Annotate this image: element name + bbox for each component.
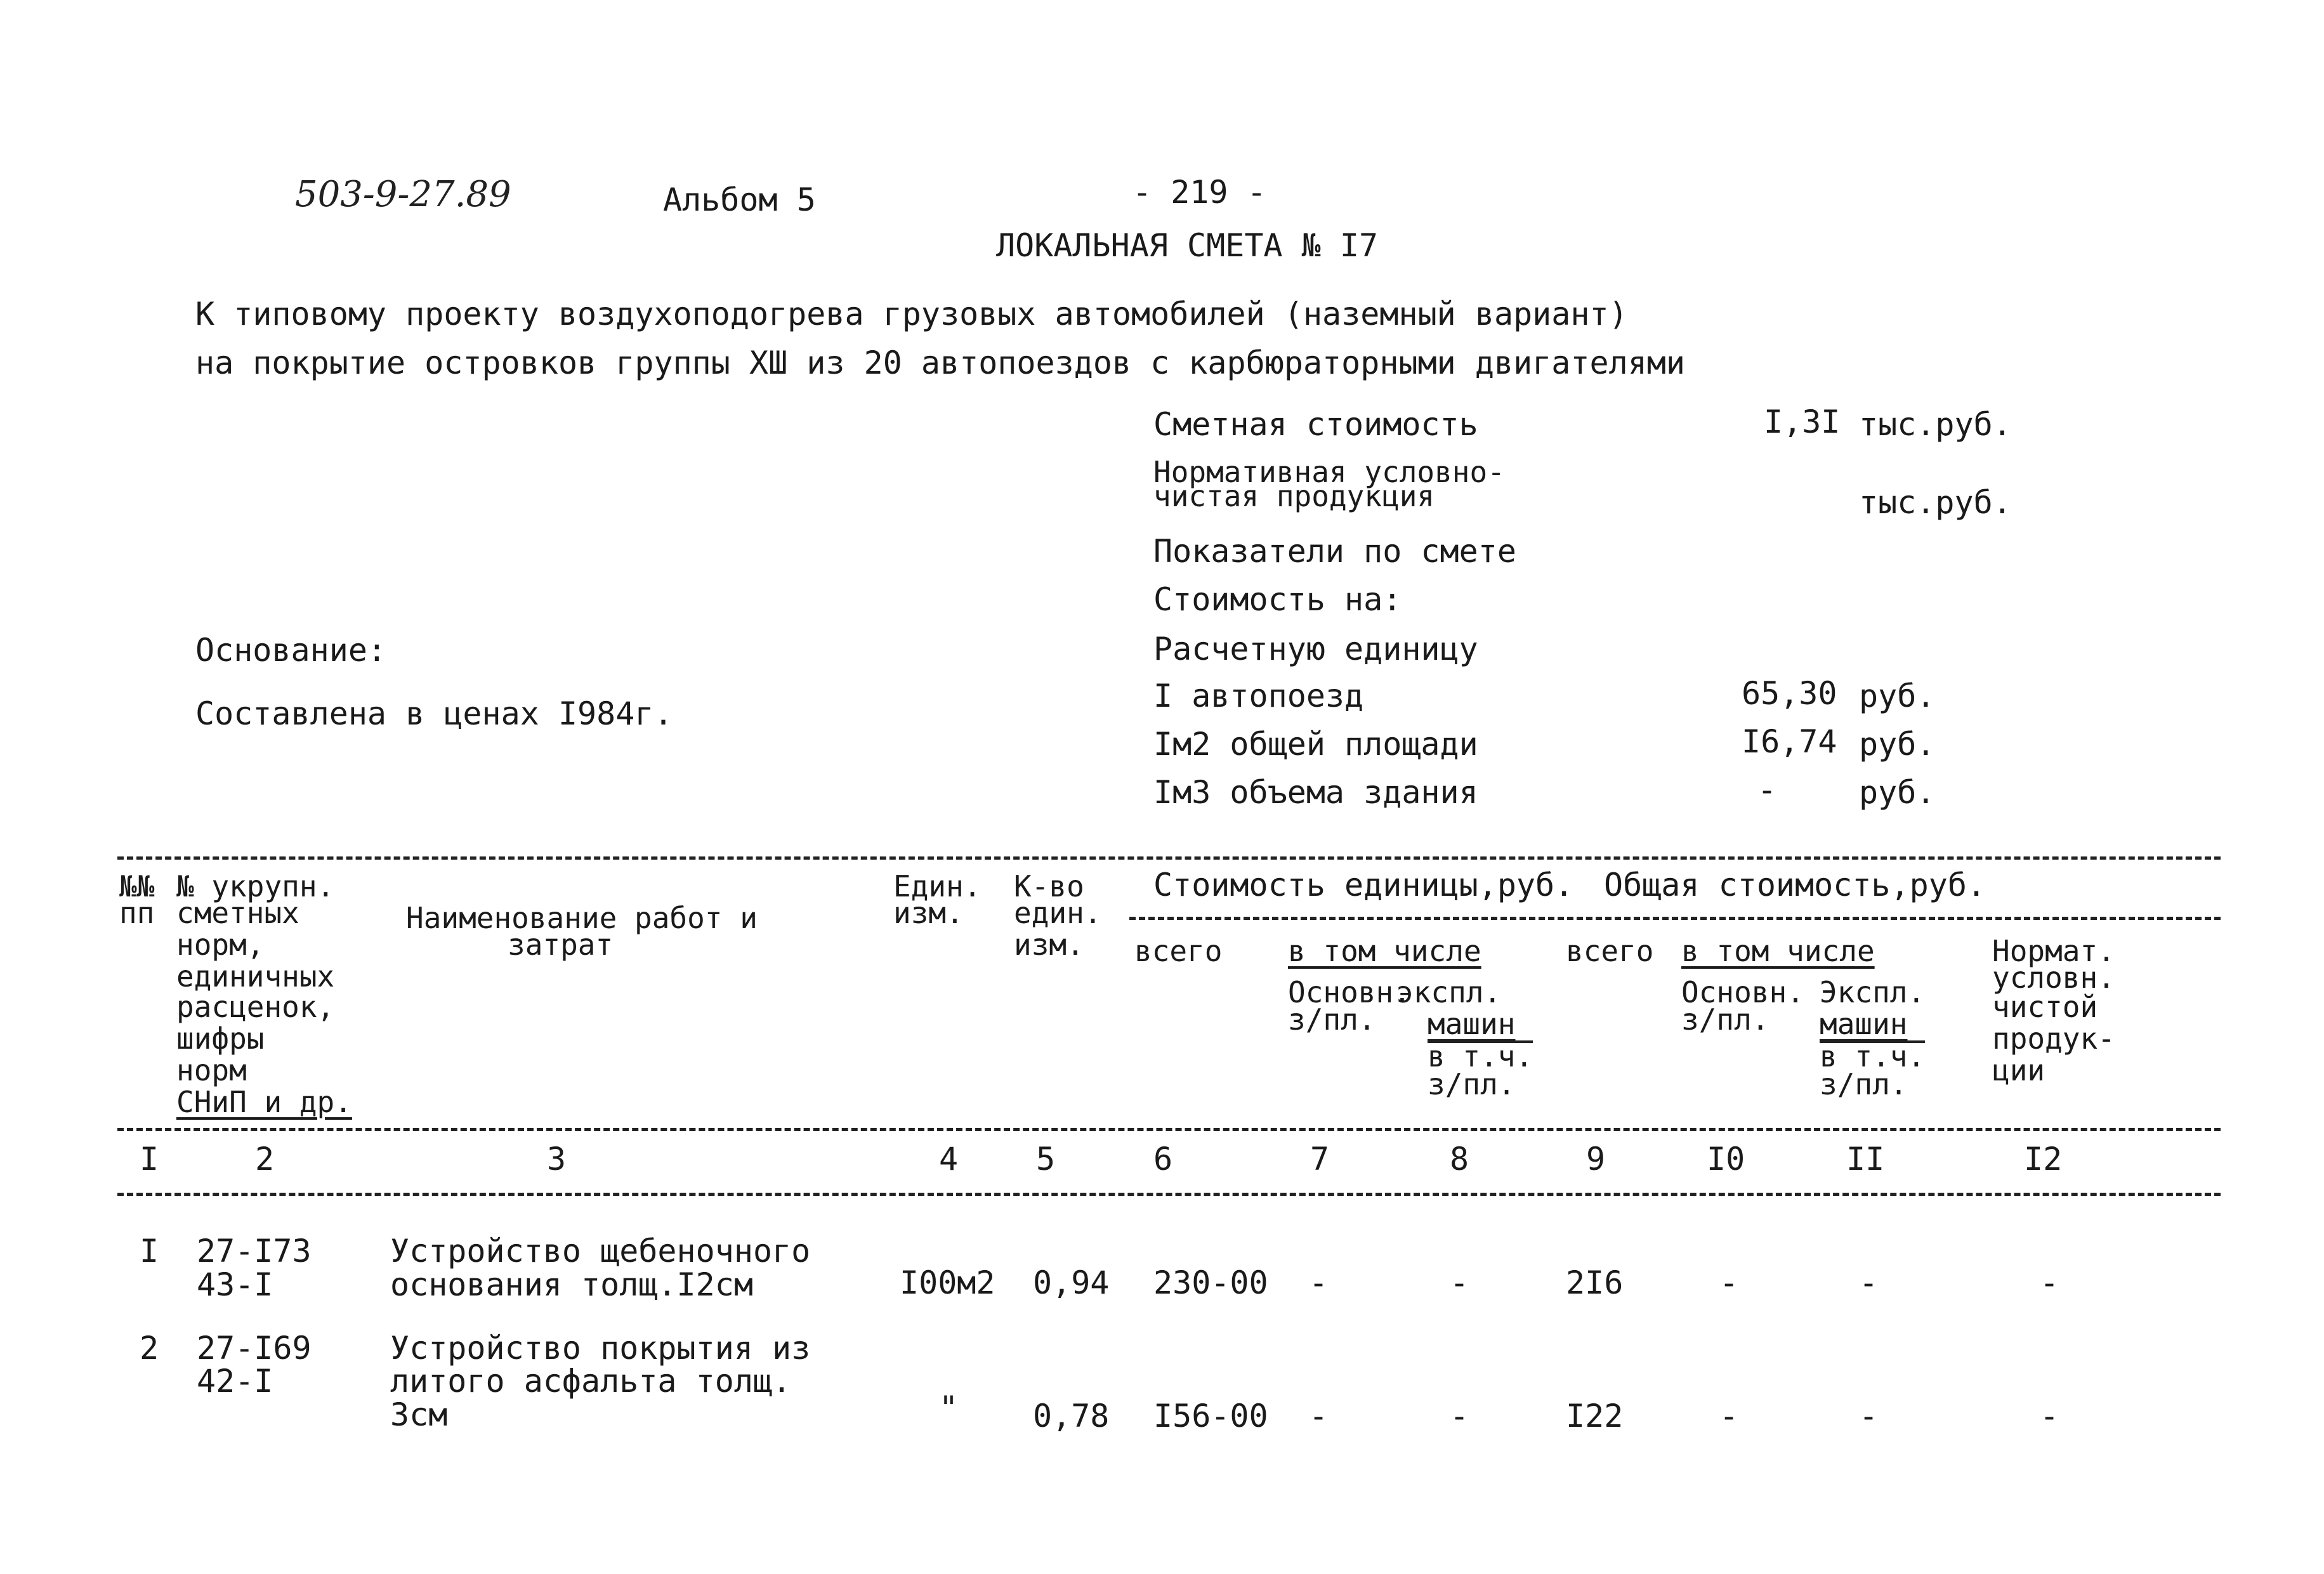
indicator-row-unit: руб. <box>1859 726 1936 763</box>
unit-incl-header: в том числе <box>1288 934 1481 968</box>
column-number: 2 <box>255 1141 275 1177</box>
col4-header-a: Един. <box>893 869 981 903</box>
total-machines-header: машин <box>1820 1007 1908 1041</box>
indicator-row-value: - <box>1757 771 1777 808</box>
row-unit-machines: - <box>1450 1264 1469 1301</box>
row-total-basic: - <box>1719 1398 1739 1434</box>
normative-label-1: Нормативная условно- <box>1153 455 1505 489</box>
total-incl-header: в том числе <box>1681 934 1875 968</box>
col1-header-b: пп <box>119 896 155 930</box>
row-total-basic: - <box>1719 1264 1739 1301</box>
subtitle-line-1: К типовому проекту воздухоподогрева грузовых автомобилей (наземный вариант) <box>195 296 1628 332</box>
row-code: 27-I73 <box>197 1233 312 1269</box>
col3-header-a: Наименование работ и <box>406 901 758 935</box>
norm-header-line: условн. <box>1992 961 2115 995</box>
page-title: ЛОКАЛЬНАЯ СМЕТА № I7 <box>996 227 1379 264</box>
unit-total-header: всего <box>1134 934 1223 968</box>
indicator-row-unit: руб. <box>1859 678 1936 714</box>
col2-header-line: единичных <box>176 959 335 994</box>
row-total-machines: - <box>1859 1398 1879 1434</box>
estimated-cost-unit: тыс.руб. <box>1859 406 2012 443</box>
column-number: 7 <box>1310 1141 1330 1177</box>
col2-header-line: № укрупн. <box>176 869 335 903</box>
indicator-row-value: I6,74 <box>1742 723 1837 760</box>
col5-header-b: един. <box>1014 896 1102 930</box>
row-name-line: основания толщ.I2см <box>390 1266 753 1303</box>
col2-header-line: шифры <box>176 1021 265 1056</box>
column-number: I2 <box>2024 1141 2063 1177</box>
row-total-machines: - <box>1859 1264 1879 1301</box>
col2-header-line: норм <box>176 1053 247 1087</box>
normative-unit: тыс.руб. <box>1859 484 2012 521</box>
total-expl-header: Экспл. <box>1820 975 1926 1009</box>
unit-wage-header: з/пл. <box>1428 1067 1516 1101</box>
total-basic-wage-header: з/пл. <box>1681 1002 1769 1037</box>
estimated-cost-label: Сметная стоимость <box>1153 406 1478 443</box>
row-unit: " <box>939 1389 959 1426</box>
row-code: 43-I <box>197 1266 273 1303</box>
row-unit-basic: - <box>1309 1398 1329 1434</box>
subtitle-line-2: на покрытие островков группы ХШ из 20 автопоездов с карбюраторными двигателями <box>195 344 1685 381</box>
column-number: 5 <box>1036 1141 1056 1177</box>
total-wage-header: з/пл. <box>1820 1067 1908 1101</box>
col2-header-line: сметных <box>176 896 299 930</box>
column-number: I0 <box>1707 1141 1745 1177</box>
row-quantity: 0,94 <box>1033 1264 1110 1301</box>
row-code: 42-I <box>197 1363 273 1400</box>
row-norm: - <box>2040 1264 2059 1301</box>
column-number: 6 <box>1153 1141 1173 1177</box>
unit-machines-header: машин <box>1428 1007 1516 1041</box>
column-number: 8 <box>1450 1141 1469 1177</box>
norm-header-line: продук- <box>1992 1021 2115 1056</box>
column-number: 4 <box>939 1141 959 1177</box>
basis-label: Основание: <box>195 632 387 669</box>
row-total: I22 <box>1566 1398 1624 1434</box>
total-basic-header: Основн. <box>1681 975 1804 1009</box>
row-name-line: 3см <box>390 1396 448 1433</box>
page-number: - 219 - <box>1132 174 1266 211</box>
table-top-rule <box>117 856 2221 860</box>
estimated-cost-value: I,3I <box>1764 403 1841 440</box>
unit-cost-header: Стоимость единицы,руб. <box>1153 867 1574 903</box>
normative-label-2: чистая продукция <box>1153 479 1435 513</box>
row-number: I <box>140 1233 159 1269</box>
row-unit-basic: - <box>1309 1264 1329 1301</box>
row-name-line: Устройство покрытия из <box>390 1330 811 1367</box>
column-number: 3 <box>547 1141 567 1177</box>
unit-basic-header: Основн. <box>1288 975 1411 1009</box>
col4-header-b: изм. <box>893 896 964 930</box>
column-number: II <box>1846 1141 1885 1177</box>
row-norm: - <box>2040 1398 2059 1434</box>
column-number: I <box>140 1141 159 1177</box>
total-cost-header: Общая стоимость,руб. <box>1604 867 1986 903</box>
basis-prices: Составлена в ценах I984г. <box>195 695 673 732</box>
column-numbers-rule <box>117 1193 2221 1196</box>
cost-subheader-rule <box>1129 917 2221 920</box>
calc-unit-label: Расчетную единицу <box>1153 631 1478 667</box>
row-unit: I00м2 <box>900 1264 995 1301</box>
indicator-row-label: I автопоезд <box>1153 678 1364 714</box>
indicator-row-label: Iм3 объема здания <box>1153 774 1478 811</box>
row-name-line: Устройство щебеночного <box>390 1233 811 1269</box>
col2-header-line: норм, <box>176 928 265 962</box>
row-quantity: 0,78 <box>1033 1398 1110 1434</box>
total-total-header: всего <box>1566 934 1654 968</box>
cost-per-label: Стоимость на: <box>1153 581 1402 618</box>
indicators-label: Показатели по смете <box>1153 533 1516 570</box>
total-incl-wage-header: в т.ч. <box>1820 1039 1926 1073</box>
col1-header-a: №№ <box>119 869 155 903</box>
indicator-row-label: Iм2 общей площади <box>1153 726 1478 763</box>
unit-expl-header: экспл. <box>1396 975 1502 1009</box>
col2-header-line: СНиП и др. <box>176 1085 352 1119</box>
col5-header-c: изм. <box>1014 928 1084 962</box>
norm-header-line: Нормат. <box>1992 934 2115 968</box>
norm-header-line: чистой <box>1992 990 2098 1024</box>
header-bottom-rule <box>117 1128 2221 1131</box>
row-code: 27-I69 <box>197 1330 312 1367</box>
row-number: 2 <box>140 1330 159 1367</box>
indicator-row-value: 65,30 <box>1742 675 1837 712</box>
album-label: Альбом 5 <box>663 181 816 218</box>
unit-basic-wage-header: з/пл. <box>1288 1002 1376 1037</box>
row-total: 2I6 <box>1566 1264 1624 1301</box>
col5-header-a: К-во <box>1014 869 1084 903</box>
row-unit-total: I56-00 <box>1153 1398 1268 1434</box>
row-name-line: литого асфальта толщ. <box>390 1363 792 1400</box>
row-unit-total: 230-00 <box>1153 1264 1268 1301</box>
norm-header-line: ции <box>1992 1053 2045 1087</box>
unit-incl-wage-header: в т.ч. <box>1428 1039 1533 1073</box>
col3-header-b: затрат <box>508 928 614 962</box>
row-unit-machines: - <box>1450 1398 1469 1434</box>
column-number: 9 <box>1586 1141 1606 1177</box>
col2-header-line: расценок, <box>176 990 335 1024</box>
indicator-row-unit: руб. <box>1859 774 1936 811</box>
document-code: 503-9-27.89 <box>295 174 511 215</box>
